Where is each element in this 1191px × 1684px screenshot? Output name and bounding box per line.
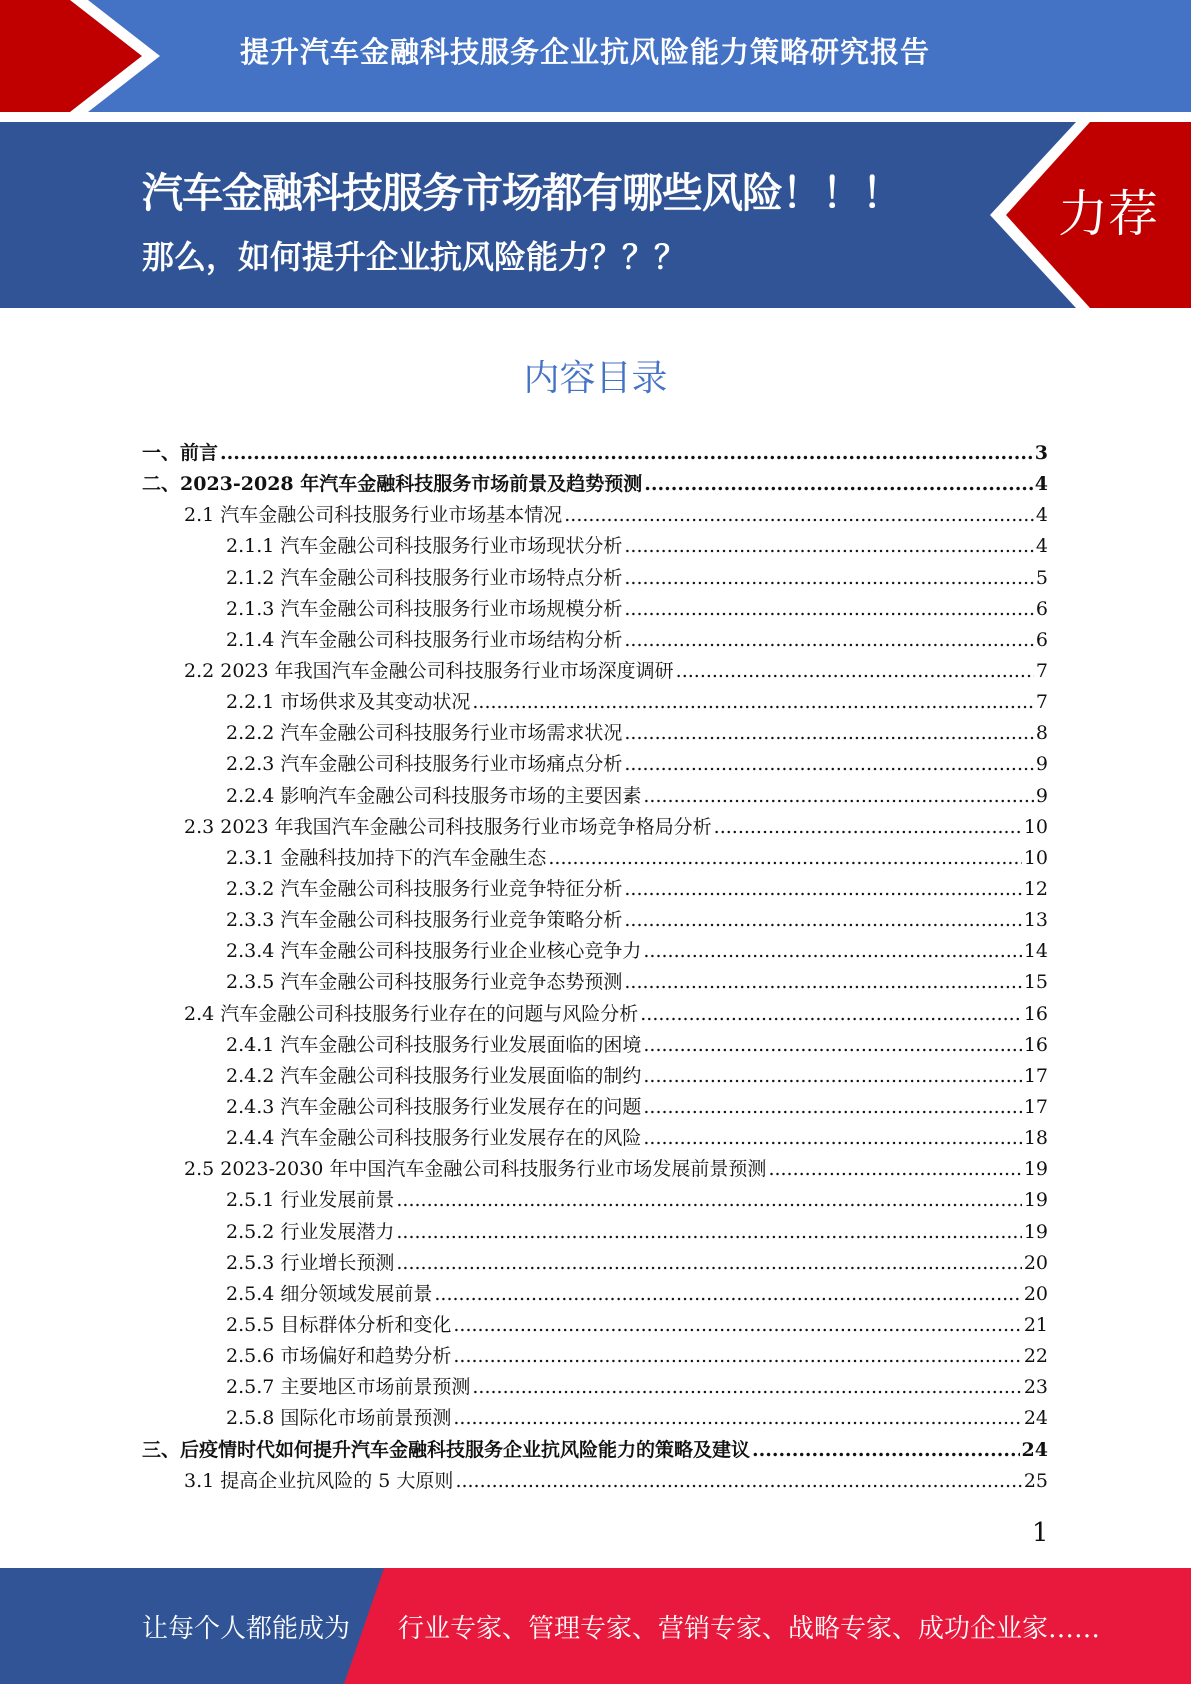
toc-entry-page: 20	[1023, 1282, 1048, 1305]
footer-banner	[0, 1568, 1191, 1684]
toc-entry[interactable]	[142, 1248, 1048, 1279]
toc-entry-page: 10	[1023, 846, 1048, 869]
toc-entry-title: 2.2.3 汽车金融公司科技服务行业市场痛点分析	[226, 753, 623, 776]
toc-entry-page: 24	[1021, 1438, 1048, 1461]
toc-title: 内容目录	[523, 358, 668, 399]
toc-dot-leader	[624, 531, 1034, 562]
toc-entry[interactable]	[142, 812, 1048, 843]
toc-entry-title: 2.4.2 汽车金融公司科技服务行业发展面临的制约	[226, 1064, 642, 1087]
toc-entry[interactable]	[142, 999, 1048, 1030]
toc-entry-title: 2.4 汽车金融公司科技服务行业存在的问题与风险分析	[184, 1002, 639, 1025]
toc-entry[interactable]	[142, 1092, 1048, 1123]
toc-dot-leader	[676, 656, 1034, 687]
toc-entry-page: 18	[1023, 1127, 1048, 1150]
toc-entry-title: 2.4.4 汽车金融公司科技服务行业发展存在的风险	[226, 1127, 642, 1150]
toc-entry-title: 2.5.5 目标群体分析和变化	[226, 1313, 452, 1336]
recommend-badge: 力荐	[1058, 185, 1158, 243]
toc-entry[interactable]	[142, 1435, 1048, 1466]
hero-banner	[0, 122, 1191, 308]
toc-dot-leader	[396, 1185, 1021, 1216]
hero-subheadline: 那么，如何提升企业抗风险能力？？？	[142, 238, 687, 276]
toc-dot-leader	[643, 1030, 1021, 1061]
toc-entry[interactable]	[142, 1279, 1048, 1310]
toc-entry[interactable]	[142, 625, 1048, 656]
toc-entry[interactable]	[142, 781, 1048, 812]
toc-dot-leader	[396, 1248, 1021, 1279]
toc-dot-leader	[624, 718, 1034, 749]
toc-entry-page: 23	[1023, 1376, 1048, 1399]
toc-entry-page: 9	[1035, 753, 1048, 776]
toc-dot-leader	[643, 936, 1021, 967]
toc-entry-page: 8	[1035, 722, 1048, 745]
top-banner	[0, 0, 1191, 112]
toc-entry[interactable]	[142, 749, 1048, 780]
toc-dot-leader	[644, 469, 1033, 500]
toc-entry-title: 2.2.2 汽车金融公司科技服务行业市场需求状况	[226, 722, 623, 745]
toc-entry-page: 7	[1035, 691, 1048, 714]
toc-entry[interactable]	[142, 1372, 1048, 1403]
toc-entry[interactable]	[142, 843, 1048, 874]
toc-entry[interactable]	[142, 1061, 1048, 1092]
toc-entry-title: 2.5.6 市场偏好和趋势分析	[226, 1345, 452, 1368]
toc-entry-page: 17	[1023, 1095, 1048, 1118]
toc-entry-page: 5	[1035, 566, 1048, 589]
toc-dot-leader	[434, 1279, 1021, 1310]
toc-dot-leader	[643, 1061, 1021, 1092]
toc-entry-page: 16	[1023, 1033, 1048, 1056]
toc-entry-title: 2.5.8 国际化市场前景预测	[226, 1407, 452, 1430]
toc-entry-title: 2.3.4 汽车金融公司科技服务行业企业核心竞争力	[226, 940, 642, 963]
toc-entry-title: 二、2023-2028 年汽车金融科技服务市场前景及趋势预测	[142, 473, 643, 496]
toc-entry[interactable]	[142, 1217, 1048, 1248]
toc-entry-page: 22	[1023, 1345, 1048, 1368]
toc-entry[interactable]	[142, 1185, 1048, 1216]
toc-dot-leader	[472, 1372, 1021, 1403]
toc-entry[interactable]	[142, 656, 1048, 687]
toc-entry-title: 2.2 2023 年我国汽车金融公司科技服务行业市场深度调研	[184, 659, 674, 682]
toc-entry-page: 6	[1035, 597, 1048, 620]
toc-entry-title: 2.5.3 行业增长预测	[226, 1251, 395, 1274]
toc-dot-leader	[768, 1154, 1021, 1185]
toc-entry-page: 25	[1023, 1469, 1048, 1492]
toc-entry[interactable]	[142, 438, 1048, 469]
toc-dot-leader	[396, 1217, 1021, 1248]
hero-headline: 汽车金融科技服务市场都有哪些风险！！！	[142, 169, 902, 217]
toc-entry[interactable]	[142, 1030, 1048, 1061]
toc-dot-leader	[472, 687, 1034, 718]
toc-dot-leader	[564, 500, 1034, 531]
toc-entry-title: 2.1.4 汽车金融公司科技服务行业市场结构分析	[226, 628, 623, 651]
toc-entry-title: 2.2.1 市场供求及其变动状况	[226, 691, 471, 714]
toc-dot-leader	[548, 843, 1021, 874]
toc-entry[interactable]	[142, 905, 1048, 936]
toc-dot-leader	[714, 812, 1022, 843]
toc-entry-page: 10	[1023, 815, 1048, 838]
toc-entry[interactable]	[142, 936, 1048, 967]
toc-entry-page: 14	[1023, 940, 1048, 963]
toc-entry[interactable]	[142, 563, 1048, 594]
toc-entry[interactable]	[142, 531, 1048, 562]
toc-entry[interactable]	[142, 1123, 1048, 1154]
toc-entry[interactable]	[142, 500, 1048, 531]
toc-entry-page: 4	[1034, 473, 1048, 496]
toc-entry-title: 三、后疫情时代如何提升汽车金融科技服务企业抗风险能力的策略及建议	[142, 1438, 751, 1461]
toc-entry[interactable]	[142, 687, 1048, 718]
toc-entry-page: 9	[1035, 784, 1048, 807]
toc-entry-title: 2.3.1 金融科技加持下的汽车金融生态	[226, 846, 547, 869]
toc-entry[interactable]	[142, 1310, 1048, 1341]
report-title: 提升汽车金融科技服务企业抗风险能力策略研究报告	[240, 35, 931, 69]
toc-entry[interactable]	[142, 1466, 1048, 1497]
toc-entry-page: 19	[1023, 1220, 1048, 1243]
toc-entry-page: 12	[1023, 877, 1048, 900]
toc-entry-page: 6	[1035, 628, 1048, 651]
toc-dot-leader	[624, 874, 1021, 905]
toc-dot-leader	[643, 781, 1034, 812]
toc-entry-title: 2.5.1 行业发展前景	[226, 1189, 395, 1212]
toc-entry-page: 4	[1035, 504, 1048, 527]
toc-entry-title: 2.5.2 行业发展潜力	[226, 1220, 395, 1243]
toc-dot-leader	[640, 999, 1022, 1030]
toc-entry[interactable]	[142, 967, 1048, 998]
toc-dot-leader	[624, 967, 1021, 998]
toc-entry-page: 7	[1035, 659, 1048, 682]
toc-entry-page: 16	[1023, 1002, 1048, 1025]
toc-entry-page: 4	[1035, 535, 1048, 558]
toc-entry[interactable]	[142, 718, 1048, 749]
toc-entry-title: 一、前言	[142, 442, 219, 464]
toc-entry-page: 24	[1023, 1407, 1048, 1430]
toc-entry-title: 2.1.2 汽车金融公司科技服务行业市场特点分析	[226, 566, 623, 589]
toc-entry-title: 3.1 提高企业抗风险的 5 大原则	[184, 1469, 454, 1492]
toc-dot-leader	[643, 1092, 1021, 1123]
toc-entry-title: 2.1.3 汽车金融公司科技服务行业市场规模分析	[226, 597, 623, 620]
toc-entry[interactable]	[142, 469, 1048, 500]
toc-entry-page: 19	[1023, 1189, 1048, 1212]
toc-dot-leader	[624, 594, 1034, 625]
footer-slogan-left: 让每个人都能成为	[142, 1614, 351, 1644]
toc-entry-title: 2.3.5 汽车金融公司科技服务行业竞争态势预测	[226, 971, 623, 994]
toc-dot-leader	[643, 1123, 1021, 1154]
page-number: 1	[1032, 1518, 1049, 1548]
toc-entry[interactable]	[142, 1403, 1048, 1434]
toc-dot-leader	[453, 1341, 1021, 1372]
toc-dot-leader	[624, 563, 1034, 594]
toc-entry-page: 17	[1023, 1064, 1048, 1087]
toc-entry-page: 20	[1023, 1251, 1048, 1274]
toc-entry-title: 2.3.3 汽车金融公司科技服务行业竞争策略分析	[226, 909, 623, 932]
toc-entry-title: 2.1.1 汽车金融公司科技服务行业市场现状分析	[226, 535, 623, 558]
toc-entry-title: 2.3 2023 年我国汽车金融公司科技服务行业市场竞争格局分析	[184, 815, 712, 838]
toc-entry-page: 13	[1023, 909, 1048, 932]
toc-dot-leader	[624, 625, 1034, 656]
toc-entry[interactable]	[142, 1154, 1048, 1185]
toc-entry-page: 19	[1023, 1158, 1048, 1181]
toc-entry[interactable]	[142, 874, 1048, 905]
toc-entry-title: 2.5.4 细分领域发展前景	[226, 1282, 433, 1305]
toc-dot-leader	[453, 1310, 1021, 1341]
toc-dot-leader	[455, 1466, 1021, 1497]
toc-entry-title: 2.4.3 汽车金融公司科技服务行业发展存在的问题	[226, 1095, 642, 1118]
toc-entry-page: 21	[1023, 1313, 1048, 1336]
toc-entry-title: 2.5 2023-2030 年中国汽车金融公司科技服务行业市场发展前景预测	[184, 1158, 767, 1181]
toc-dot-leader	[624, 905, 1021, 936]
toc-entry-page: 15	[1023, 971, 1048, 994]
toc-entry-title: 2.4.1 汽车金融公司科技服务行业发展面临的困境	[226, 1033, 642, 1056]
table-of-contents	[142, 438, 1048, 1497]
toc-entry-title: 2.1 汽车金融公司科技服务行业市场基本情况	[184, 504, 563, 527]
toc-entry-title: 2.5.7 主要地区市场前景预测	[226, 1376, 471, 1399]
footer-slogan-right: 行业专家、管理专家、营销专家、战略专家、成功企业家……	[398, 1614, 1101, 1644]
toc-entry[interactable]	[142, 594, 1048, 625]
toc-entry-page: 3	[1034, 442, 1048, 464]
toc-entry-title: 2.2.4 影响汽车金融公司科技服务市场的主要因素	[226, 784, 642, 807]
toc-entry-title: 2.3.2 汽车金融公司科技服务行业竞争特征分析	[226, 877, 623, 900]
toc-dot-leader	[220, 438, 1033, 469]
toc-dot-leader	[752, 1435, 1020, 1466]
toc-dot-leader	[624, 749, 1034, 780]
toc-dot-leader	[453, 1403, 1021, 1434]
toc-entry[interactable]	[142, 1341, 1048, 1372]
